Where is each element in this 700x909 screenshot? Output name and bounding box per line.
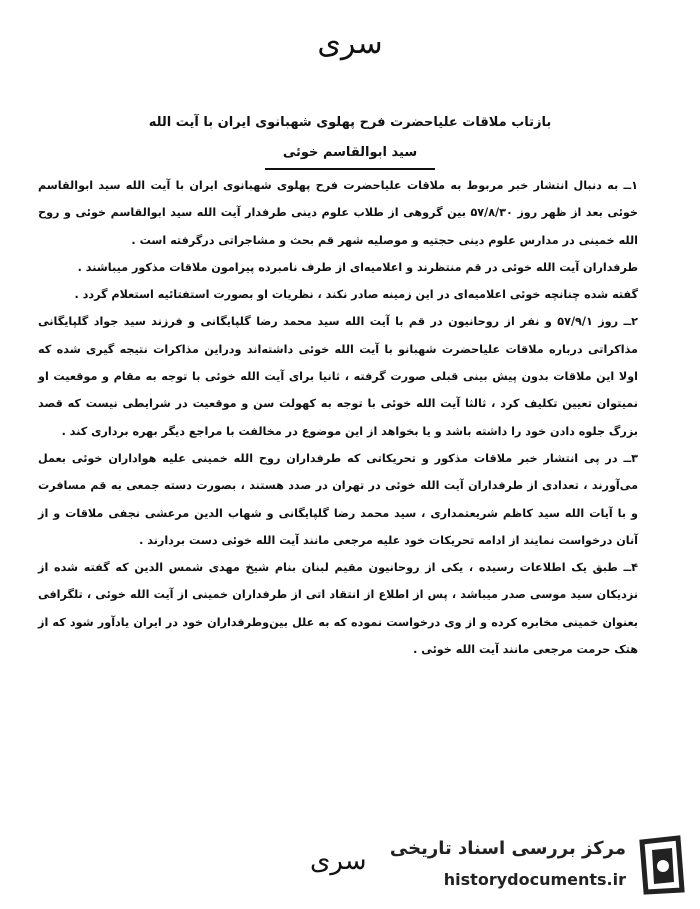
paragraph-3: گفته شده چنانچه خوئی اعلامیه‌ای در این زمینه صادر نکند ، نظریات او بصورت استفتائیه استعلام گردد .	[74, 288, 638, 302]
archive-watermark	[388, 826, 688, 900]
classification-stamp-top: سری	[317, 26, 383, 61]
paragraph-4: ۲ــ روز ۵۷/۹/۱ و نفر از روحانیون در قم با آیت الله سید محمد رضا گلپایگانی و فرزند سید جواد گلپایگانی مذاکراتی درباره ملاقات علیاحضرت شهبانو با آیت الله خوئی داشته‌اند ودراین مذاکرات نتیجه گیری شده که اولا این ملاقات بدون پیش بینی قبلی صورت گرفته ، ثانیا برای آیت الله خوئی با توجه به مقام و موقعیت او نمیتوان تعیین تکلیف کرد ، ثالثا آیت الله خوئی با توجه به کهولت سن و موقعیت در شرایطی نیست که قصد بزرگ جلوه دادن خود را داشته باشد و یا بخواهد از این موضوع در مخالفت با مراجع دیگر بهره برداری کند .	[38, 315, 639, 438]
paragraph-6: ۴ــ طبق یک اطلاعات رسیده ، یکی از روحانیون مقیم لبنان بنام شیخ مهدی شمس الدین که گفته شده از نزدیکان سید موسی صدر میباشد ، پس از اطلاع از انتقاد اتی از طرفداران خمینی از آیت الله خوئی ، تلگرافی بعنوان خمینی مخابره کرده و از وی درخواست نموده که به علل بین‌وطرفداران خود در ایران یادآور شود که از هتک حرمت مرجعی مانند آیت الله خوئی .	[38, 561, 638, 657]
title-line-2: سید ابوالقاسم خوئی	[265, 138, 435, 170]
title-line-1: بازتاب ملاقات علیاحضرت فرح پهلوی شهبانوی ایران با آیت الله	[148, 115, 552, 130]
archive-seal-icon	[632, 832, 688, 896]
paragraph-5: ۳ــ در پی انتشار خبر ملاقات مذکور و تحریکاتی که طرفداران روح الله خمینی علیه هواداران خوئی بعمل می‌آورند ، تعدادی از طرفداران آیت الله خوئی در تهران در صدد هستند ، بصورت دسته جمعی به قم مسافرت و با آیات الله سید کاظم شریعتمداری ، سید محمد رضا گلپایگانی و شهاب الدین مرعشی نجفی ملاقات و از آنان درخواست نمایند از ادامه تحریکات خود علیه مرجعی مانند آیت الله خوئی دست بردارند .	[38, 451, 638, 547]
watermark-title: مرکز بررسی اسناد تاریخی	[389, 838, 626, 859]
classification-stamp-bottom: سری	[310, 846, 367, 876]
paragraph-1: ۱ــ به دنبال انتشار خبر مربوط به ملاقات علیاحضرت فرح پهلوی شهبانوی ایران با آیت الله سید ابوالقاسم خوئی بعد از ظهر روز ۵۷/۸/۳۰ بین گروهی از طلاب علوم دینی طرفدار آیت الله سید ابوالقاسم خوئی و روح الله خمینی در مدارس علوم دینی حجتیه و موصلیه شهر قم بحث و مشاجراتی درگرفته است .	[38, 179, 638, 247]
document-title	[60, 108, 640, 170]
watermark-url[interactable]: historydocuments.ir	[443, 870, 626, 889]
document-body	[38, 172, 638, 663]
paragraph-2: طرفداران آیت الله خوئی در قم منتظرند و اعلامیه‌ای از طرف نامبرده پیرامون ملاقات مذکور میباشند .	[77, 260, 638, 274]
